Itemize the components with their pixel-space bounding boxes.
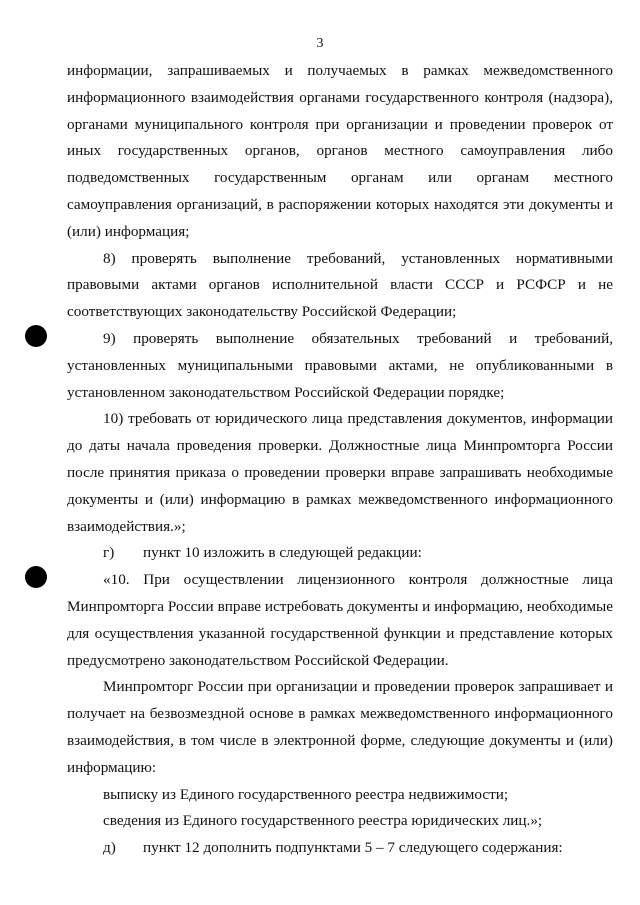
sub-item-text: пункт 12 дополнить подпунктами 5 – 7 следующего содержания:	[143, 839, 563, 857]
paragraph-line: установленных муниципальными правовыми актами, не опубликованными в	[67, 356, 613, 374]
paragraph-line: правовыми актами органов исполнительной власти СССР и РСФСР и не	[67, 276, 613, 294]
paragraph-line: документы и (или) информацию в рамках межведомственного информационного	[67, 490, 613, 508]
paragraph-line: «10. При осуществлении лицензионного контроля должностные лица	[103, 571, 613, 589]
document-body	[67, 58, 613, 862]
paragraph-line: Минпромторга России вправе истребовать документы и информацию, необходимые	[67, 597, 613, 615]
paragraph-line: иных государственных органов, органов местного самоуправления либо	[67, 142, 613, 160]
punch-hole-top	[25, 325, 47, 347]
paragraph-line: выписку из Единого государственного реестра недвижимости;	[103, 785, 509, 803]
paragraph-line: взаимодействия, в том числе в электронной форме, следующие документы и (или)	[67, 731, 613, 749]
paragraph-line: Минпромторг России при организации и проведении проверок запрашивает и	[103, 678, 613, 696]
paragraph-line: соответствующих законодательству Российской Федерации;	[67, 303, 457, 321]
paragraph-line: информацию:	[67, 758, 157, 776]
paragraph-line: сведения из Единого государственного реестра юридических лиц.»;	[103, 812, 543, 830]
paragraph-line: 8) проверять выполнение требований, установленных нормативными	[103, 249, 613, 267]
paragraph-line: до даты начала проведения проверки. Должностные лица Минпромторга России	[67, 437, 613, 455]
paragraph-line: самоуправления организаций, в распоряжении которых находятся эти документы и	[67, 195, 613, 213]
paragraph-line: 10) требовать от юридического лица представления документов, информации	[103, 410, 613, 428]
paragraph-line: после принятия приказа о проведении проверки вправе запрашивать необходимые	[67, 463, 613, 481]
sub-item-d	[67, 835, 613, 862]
paragraph-line: предусмотрено законодательством Российской Федерации.	[67, 651, 449, 669]
paragraph-line: (или) информация;	[67, 222, 190, 240]
sub-item-marker: д)	[103, 839, 116, 857]
paragraph-line: установленном законодательством Российской Федерации порядке;	[67, 383, 505, 401]
paragraph-line: взаимодействия.»;	[67, 517, 186, 535]
paragraph-line: для осуществления указанной государственной функции и представление которых	[67, 624, 613, 642]
paragraph-line: информации, запрашиваемых и получаемых в рамках межведомственного	[67, 62, 613, 79]
sub-item-text: пункт 10 изложить в следующей редакции:	[143, 544, 422, 562]
sub-item-marker: г)	[103, 544, 115, 562]
paragraph-line: органами муниципального контроля при организации и проведении проверок от	[67, 115, 613, 133]
paragraph-line: подведомственных государственным органам или органам местного	[67, 169, 613, 187]
page-number: 3	[316, 36, 324, 51]
paragraph-line: 9) проверять выполнение обязательных требований и требований,	[103, 329, 613, 347]
paragraph-line: получает на безвозмездной основе в рамках межведомственного информационного	[67, 705, 613, 723]
paragraph-line: информационного взаимодействия органами государственного контроля (надзора),	[67, 88, 613, 106]
sub-item-g	[67, 540, 613, 567]
punch-hole-bottom	[25, 566, 47, 588]
